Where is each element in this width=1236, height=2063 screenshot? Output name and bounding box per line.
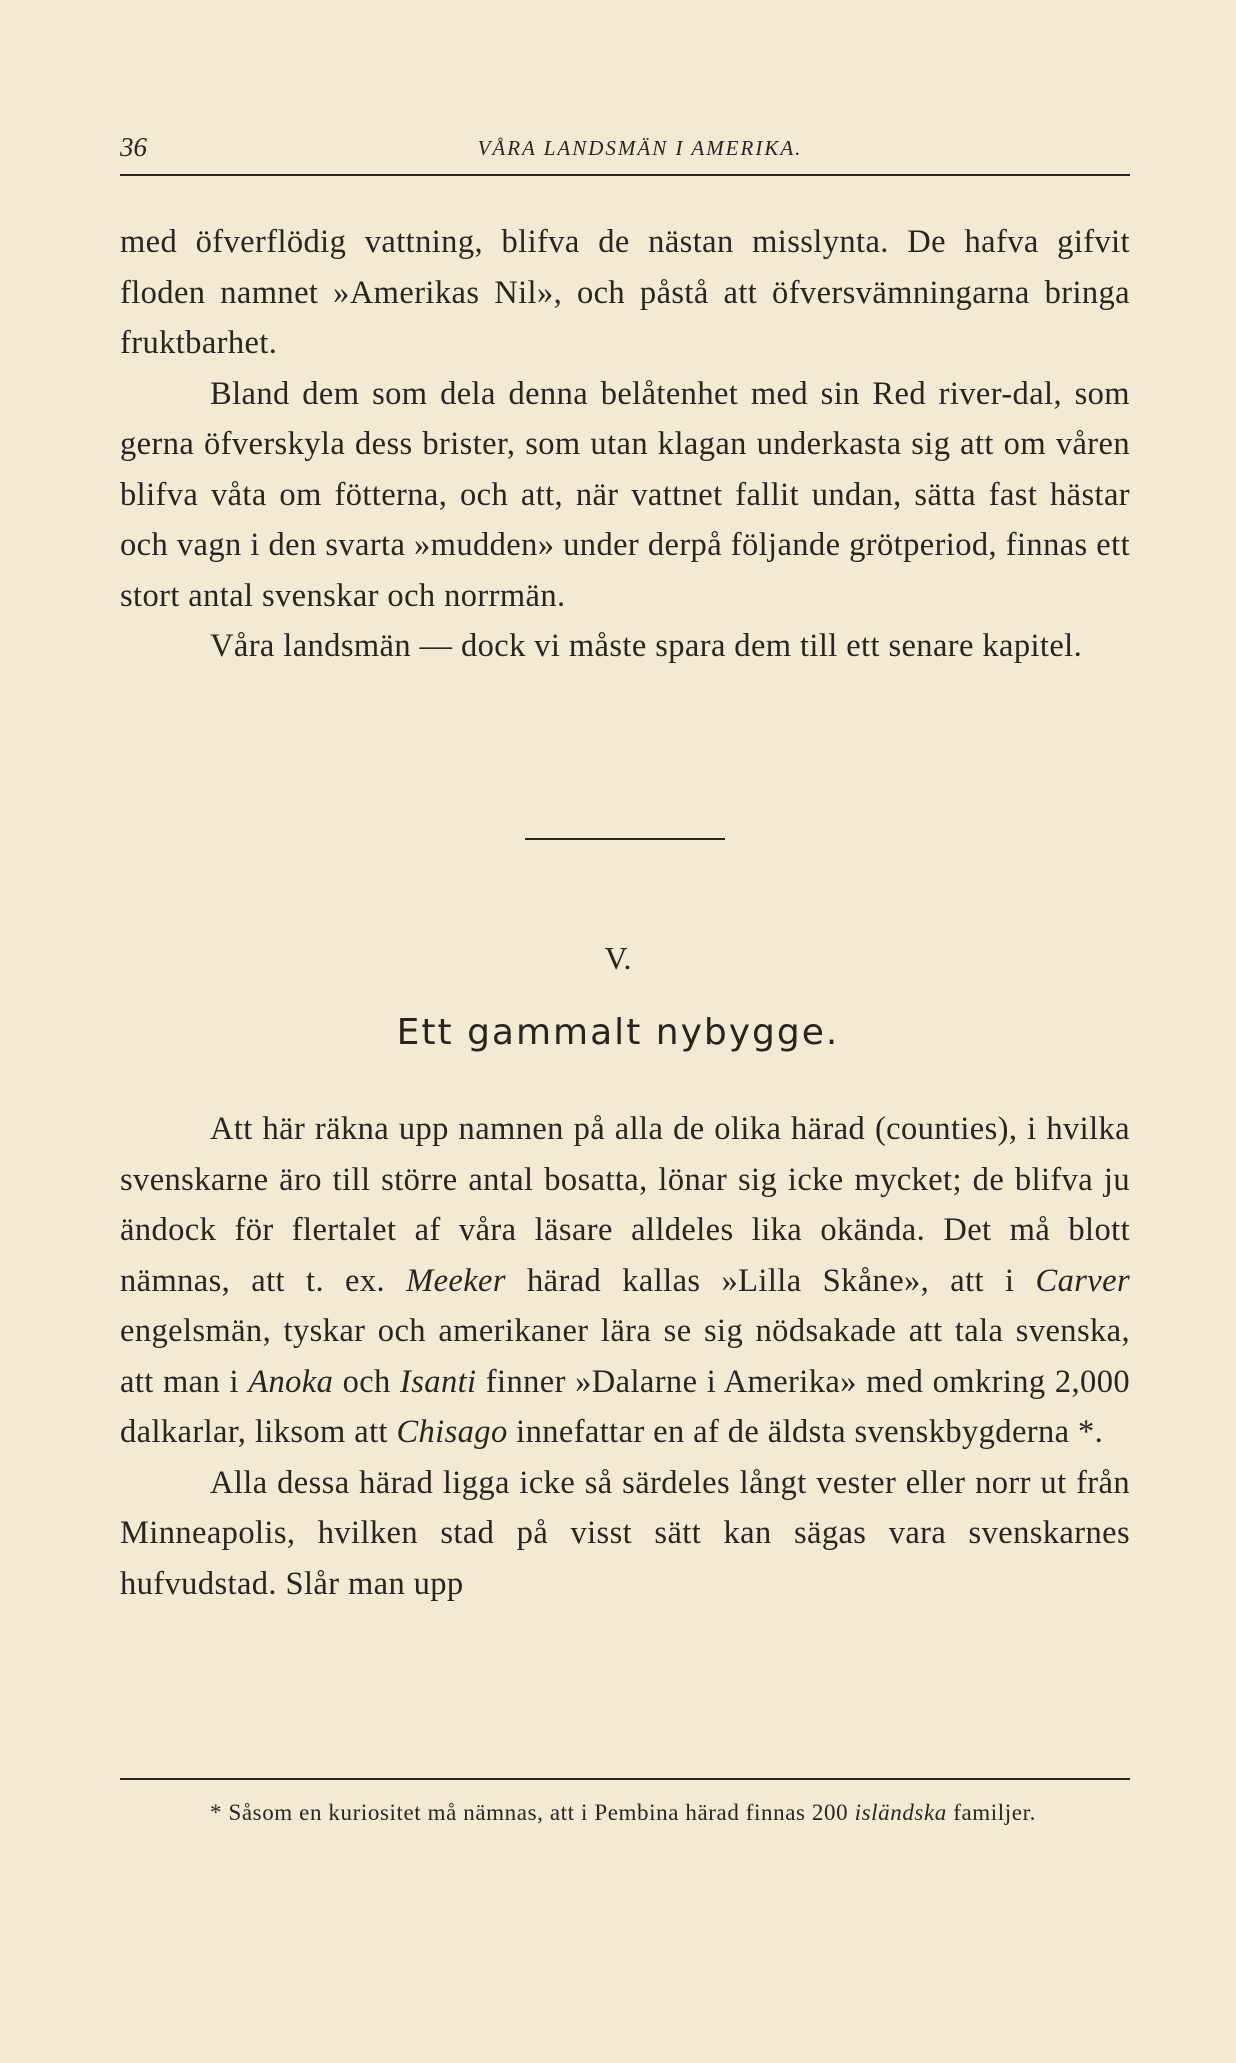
text-run: innefattar en af de äldsta svenskbygderna *.: [507, 1414, 1104, 1450]
section-divider: [525, 838, 725, 840]
body-text-top: [120, 217, 1130, 672]
emphasis: isländska: [854, 1800, 947, 1825]
footnote-paragraph: [120, 1792, 1130, 1834]
text-run: familjer.: [946, 1800, 1036, 1825]
chapter-title: Ett gammalt nybygge.: [396, 1012, 840, 1053]
paragraph: Bland dem som dela denna belåtenhet med sin Red river-dal, som gerna öfverskyla dess brister, som utan klagan underkasta sig att om våren blifva våta om fötterna, och att, när vattnet fallit undan, sätta fast hästar och vagn i den svarta »mudden» under derpå följande grötperiod, finnas ett stort antal svenskar och norrmän.: [120, 375, 1130, 614]
header-rule: [120, 174, 1130, 176]
page-number: 36: [120, 132, 147, 162]
place-name: Isanti: [400, 1363, 477, 1400]
text-run: * Såsom en kuriositet må nämnas, att i Pembina härad finnas 200: [210, 1800, 855, 1825]
text-run: engelsmän, tyskar och amerikaner lära se sig nödsakade att tala svenska, att man i: [120, 1313, 1130, 1400]
paragraph: Alla dessa härad ligga icke så särdeles långt vester eller norr ut från Minneapolis, hvilken stad på visst sätt kan sägas vara svenskarnes hufvudstad. Slår man upp: [120, 1464, 1130, 1602]
text-run: Att här räkna upp namnen på alla de olika härad (counties), i hvilka svenskarne äro till större antal bosatta, lönar sig icke mycket; de blifva ju ändock för flertalet af våra läsare alldeles lika okända. Det må blott nämnas, att t. ex.: [120, 1111, 1130, 1299]
text-run: finner »Dalarne i Amerika» med omkring 2,000 dalkarlar, liksom att: [120, 1363, 1130, 1450]
place-name: Carver: [1035, 1262, 1130, 1299]
running-title: VÅRA LANDSMÄN I AMERIKA.: [477, 136, 803, 160]
paragraph: med öfverflödig vattning, blifva de nästan misslynta. De hafva gifvit floden namnet »Amerikas Nil», och påstå att öfversvämningarna bringa fruktbarhet.: [120, 224, 1130, 361]
chapter-number: V.: [604, 940, 632, 976]
text-run: och: [333, 1363, 401, 1400]
place-name: Anoka: [248, 1363, 334, 1400]
body-text-chapter: [120, 1104, 1130, 1609]
footnote: [120, 1792, 1130, 1834]
page-header: [120, 132, 1130, 168]
footnote-rule: [120, 1778, 1130, 1780]
place-name: Chisago: [396, 1414, 508, 1450]
paragraph: Våra landsmän — dock vi måste spara dem till ett senare kapitel.: [210, 628, 1083, 664]
text-run: härad kallas »Lilla Skåne», att i: [505, 1262, 1036, 1299]
paragraph: [120, 1104, 1130, 1458]
place-name: Meeker: [406, 1262, 506, 1299]
